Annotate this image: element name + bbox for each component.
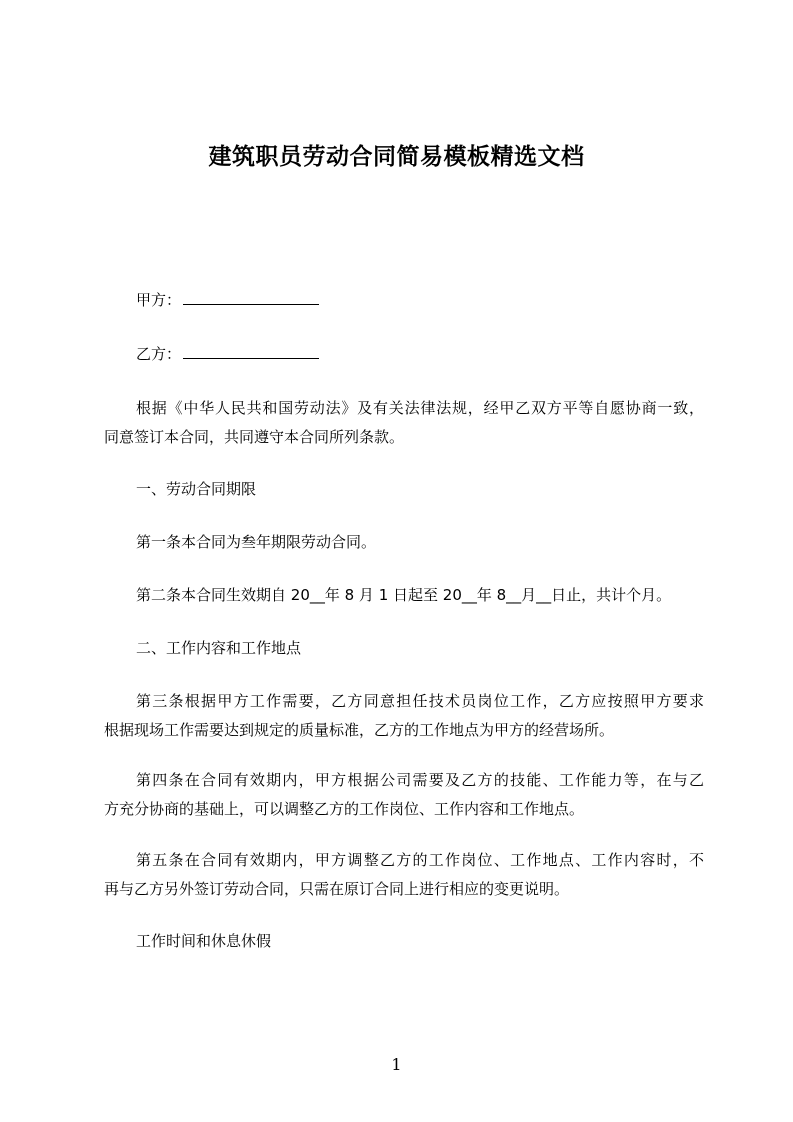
party-b-blank — [183, 344, 319, 359]
article-4-line-2: 方充分协商的基础上，可以调整乙方的工作岗位、工作内容和工作地点。 — [104, 800, 585, 818]
article-3-paragraph — [104, 687, 704, 745]
article-1: 第一条本合同为叁年期限劳动合同。 — [136, 533, 377, 551]
intro-line-1: 根据《中华人民共和国劳动法》及有关法律法规，经甲乙双方平等自愿协商一致， — [136, 399, 704, 417]
article-2: 第二条本合同生效期自 20__年 8 月 1 日起至 20__年 8__月__日止，共计个月。 — [136, 586, 672, 604]
section-1-heading: 一、劳动合同期限 — [136, 480, 257, 498]
party-a-blank — [183, 290, 319, 305]
section-2-heading: 二、工作内容和工作地点 — [136, 639, 302, 657]
article-3-line-1: 第三条根据甲方工作需要，乙方同意担任技术员岗位工作，乙方应按照甲方要求 — [136, 692, 704, 710]
party-a-line — [136, 290, 319, 310]
article-4-line-1: 第四条在合同有效期内，甲方根据公司需要及乙方的技能、工作能力等，在与乙 — [136, 771, 704, 789]
article-3-line-2: 根据现场工作需要达到规定的质量标准，乙方的工作地点为甲方的经营场所。 — [104, 721, 615, 739]
intro-line-2: 同意签订本合同，共同遵守本合同所列条款。 — [104, 428, 405, 446]
party-b-line — [136, 344, 319, 364]
section-3-heading: 工作时间和休息休假 — [136, 932, 272, 950]
intro-paragraph — [104, 394, 704, 452]
article-5-paragraph — [104, 846, 704, 904]
party-b-label: 乙方： — [136, 345, 182, 363]
article-5-line-2: 再与乙方另外签订劳动合同，只需在原订合同上进行相应的变更说明。 — [104, 880, 570, 898]
article-4-paragraph — [104, 766, 704, 824]
page-number: 1 — [391, 1055, 402, 1074]
party-a-label: 甲方： — [136, 291, 182, 309]
document-title: 建筑职员劳动合同简易模板精选文档 — [208, 144, 585, 170]
article-5-line-1: 第五条在合同有效期内，甲方调整乙方的工作岗位、工作地点、工作内容时，不 — [136, 851, 704, 869]
